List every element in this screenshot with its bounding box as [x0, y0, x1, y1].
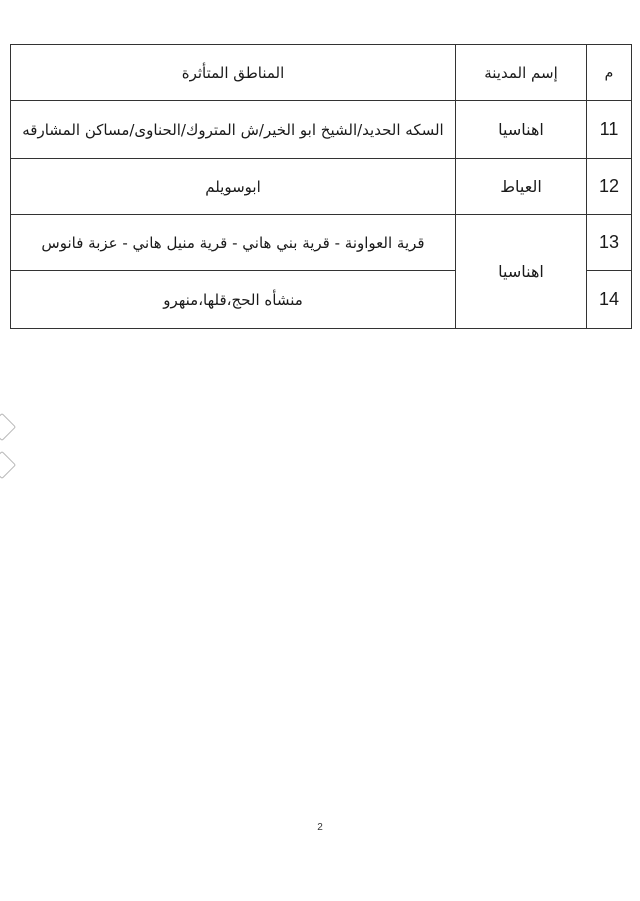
- row-city: اهناسيا: [456, 215, 587, 329]
- table-row: [11, 101, 632, 159]
- page-number: 2: [317, 822, 323, 833]
- row-affected-areas: قرية العواونة - قرية بني هاني - قرية منيل هاني - عزبة فانوس: [11, 215, 456, 271]
- row-number: 11: [587, 101, 632, 159]
- table-row: [11, 215, 632, 271]
- row-number: 14: [587, 271, 632, 329]
- row-affected-areas: ابوسويلم: [11, 159, 456, 215]
- row-number: 12: [587, 159, 632, 215]
- table-row: [11, 159, 632, 215]
- scan-edge-mark: [0, 413, 16, 441]
- header-affected-areas: المناطق المتأثرة: [11, 45, 456, 101]
- header-city: إسم المدينة: [456, 45, 587, 101]
- scan-edge-mark: [0, 451, 16, 479]
- table-header-row: [11, 45, 632, 101]
- row-number: 13: [587, 215, 632, 271]
- row-city: العياط: [456, 159, 587, 215]
- row-city: اهناسيا: [456, 101, 587, 159]
- row-affected-areas: منشأه الحج،قلها،منهرو: [11, 271, 456, 329]
- affected-areas-table: [10, 44, 632, 329]
- header-number: م: [587, 45, 632, 101]
- row-affected-areas: السكه الحديد/الشيخ ابو الخير/ش المتروك/الحناوى/مساكن المشارقه: [11, 101, 456, 159]
